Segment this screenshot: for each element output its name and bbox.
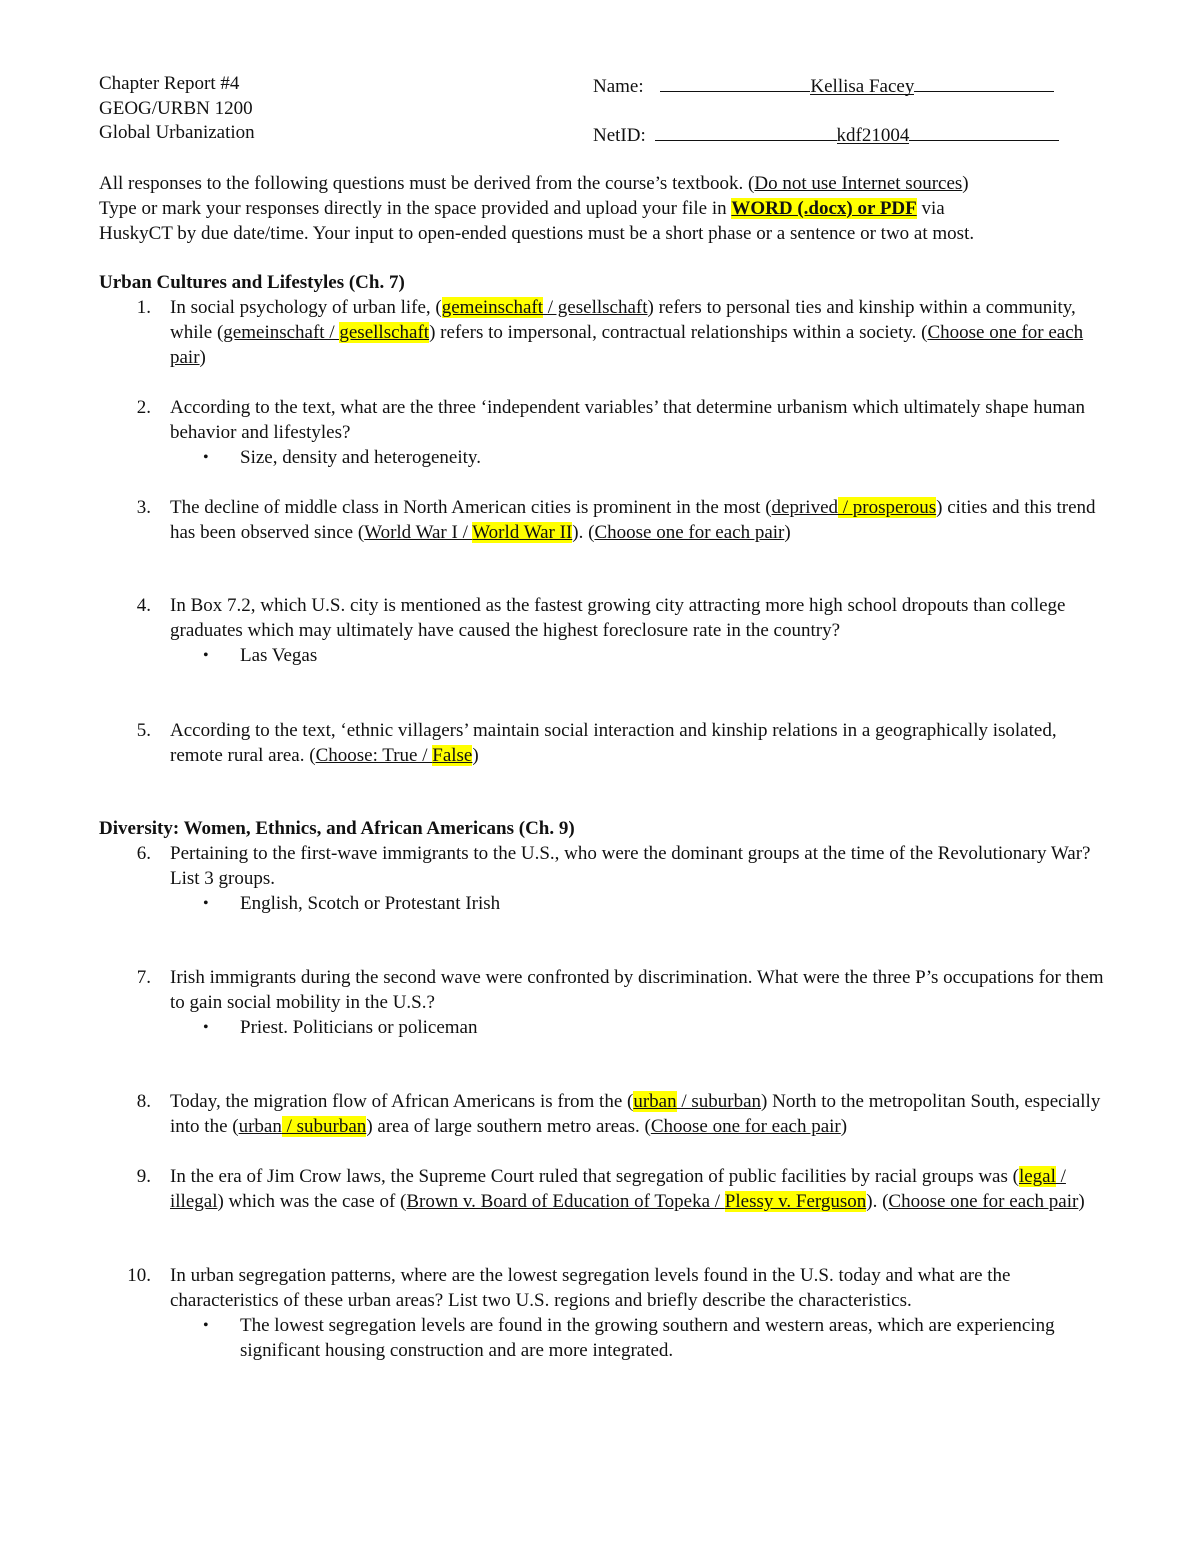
q5-text: ) xyxy=(472,745,479,766)
question-3 xyxy=(99,495,1109,545)
course-code: GEOG/URBN 1200 xyxy=(99,97,253,119)
q9-choice-selected: legal xyxy=(1018,1166,1056,1187)
no-internet-note: Do not use Internet sources xyxy=(754,173,963,194)
q9-text: ). ( xyxy=(866,1191,889,1212)
q3-text: ) xyxy=(784,522,791,543)
q1-choice-selected: gesellschaft xyxy=(339,322,430,343)
question-number: 9. xyxy=(136,1166,151,1187)
instructions-via: via xyxy=(916,198,945,219)
section-title: Urban Cultures and Lifestyles (Ch. 7) xyxy=(99,272,405,293)
q4-text: In Box 7.2, which U.S. city is mentioned as the fastest growing city attracting more high school dropouts than college graduates which may ultimately have caused the highest foreclosure rate in the country? xyxy=(170,595,1066,641)
spacer-row xyxy=(593,96,1083,121)
instructions-text-1: All responses to the following questions must be derived from the course’s textbook. ( xyxy=(99,173,755,194)
answer-text: Las Vegas xyxy=(240,645,318,666)
instructions-paren: ) xyxy=(962,173,969,194)
question-number: 10. xyxy=(127,1265,151,1286)
question-number: 5. xyxy=(136,720,151,741)
q1-text: In social psychology of urban life, ( xyxy=(170,297,442,318)
q8-instruction: Choose one for each pair xyxy=(650,1116,841,1137)
instructions-line-1 xyxy=(99,171,1109,196)
question-8 xyxy=(99,1089,1109,1139)
bullet-icon: • xyxy=(203,1019,209,1036)
q8-choice-selected: / suburban xyxy=(281,1116,367,1137)
q8-text: ) xyxy=(840,1116,848,1137)
answer-text: Size, density and heterogeneity. xyxy=(240,447,481,468)
student-info xyxy=(593,71,1083,145)
answer-6 xyxy=(99,891,1109,916)
bullet-icon: • xyxy=(203,1317,209,1334)
q9-text: ) xyxy=(1078,1191,1085,1212)
q7-text: Irish immigrants during the second wave were confronted by discrimination. What were the three P’s occupations for them to gain social mobility in the U.S.? xyxy=(170,967,1104,1013)
q3-text: The decline of middle class in North American cities is prominent in the most ( xyxy=(170,497,772,518)
question-number: 7. xyxy=(136,967,151,988)
netid-blank-right xyxy=(909,120,1059,141)
q5-choice-selected: False xyxy=(432,745,473,766)
q8-choice-selected: urban xyxy=(633,1091,677,1112)
name-value: Kellisa Facey xyxy=(810,76,915,97)
answer-7 xyxy=(99,1015,1109,1040)
answer-text: The lowest segregation levels are found in the growing southern and western areas, which are experiencing significant housing construction and are more integrated. xyxy=(240,1315,1055,1361)
question-1 xyxy=(99,295,1109,370)
netid-value: kdf21004 xyxy=(836,125,910,146)
q3-choice: deprived xyxy=(771,497,839,518)
q9-instruction: Choose one for each pair xyxy=(888,1191,1079,1212)
netid-blank-left xyxy=(655,120,837,141)
q8-choice: / suburban xyxy=(676,1091,762,1112)
question-number: 6. xyxy=(136,843,151,864)
name-label: Name: xyxy=(593,76,644,97)
q5-text: According to the text, ‘ethnic villagers’ maintain social interaction and kinship relations in a geographically isolated, remote rural area. ( xyxy=(170,720,1057,766)
q8-choice: urban xyxy=(238,1116,282,1137)
q8-text: ) North to the metropolitan South, especially into the ( xyxy=(170,1091,1101,1137)
bullet-icon: • xyxy=(203,647,209,664)
q1-text: ) refers to impersonal, contractual relationships within a society. ( xyxy=(429,322,928,343)
question-6 xyxy=(99,841,1109,891)
q3-choice: World War I / xyxy=(364,522,473,543)
netid-label: NetID: xyxy=(593,125,646,146)
course-name: Global Urbanization xyxy=(99,122,255,143)
answer-2 xyxy=(99,445,1109,470)
question-number: 2. xyxy=(136,397,151,418)
instructions-line-2 xyxy=(99,196,1109,221)
q2-text: According to the text, what are the three ‘independent variables’ that determine urbanism which ultimately shape human behavior and lifestyles? xyxy=(170,397,1086,443)
instructions-text-2: Type or mark your responses directly in the space provided and upload your file in xyxy=(99,198,732,219)
q1-choice-selected: gemeinschaft xyxy=(441,297,544,318)
q1-text: ) refers to personal ties and kinship within a community, while ( xyxy=(170,297,1076,343)
question-5 xyxy=(99,718,1109,768)
q10-text: In urban segregation patterns, where are the lowest segregation levels found in the U.S. today and what are the characteristics of these urban areas? List two U.S. regions and briefly describe the characteristics. xyxy=(170,1265,1011,1311)
q1-instruction: Choose one for each pair xyxy=(170,322,1084,368)
question-number: 8. xyxy=(136,1091,151,1112)
q8-text: Today, the migration flow of African Americans is from the ( xyxy=(170,1091,634,1112)
question-7 xyxy=(99,965,1109,1015)
bullet-icon: • xyxy=(203,449,209,466)
name-blank-left xyxy=(660,71,810,92)
netid-row xyxy=(593,120,1083,145)
question-9 xyxy=(99,1164,1109,1214)
question-number: 3. xyxy=(136,497,151,518)
course-info xyxy=(99,71,255,145)
q6-text: Pertaining to the first-wave immigrants to the U.S., who were the dominant groups at the time of the Revolutionary War? List 3 groups. xyxy=(170,843,1091,889)
q3-choice-selected: / prosperous xyxy=(838,497,937,518)
answer-10 xyxy=(99,1313,1109,1363)
q9-text: ) which was the case of ( xyxy=(217,1191,407,1212)
answer-text: English, Scotch or Protestant Irish xyxy=(240,893,501,914)
instructions-line-3: HuskyCT by due date/time. Your input to open-ended questions must be a short phase or a sentence or two at most. xyxy=(99,223,975,244)
q3-instruction: Choose one for each pair xyxy=(594,522,785,543)
q9-choice: / illegal xyxy=(170,1166,1066,1212)
instructions xyxy=(99,171,1109,246)
q9-choice-selected: Plessy v. Ferguson xyxy=(724,1191,867,1212)
q3-choice-selected: World War II xyxy=(472,522,573,543)
section-diversity xyxy=(99,816,1109,1363)
answer-4 xyxy=(99,643,1109,668)
question-list xyxy=(99,295,1109,768)
answer-text: Priest. Politicians or policeman xyxy=(240,1017,478,1038)
q3-text: ). ( xyxy=(572,522,595,543)
document-header xyxy=(99,71,1109,147)
q3-text: ) cities and this trend has been observed since ( xyxy=(170,497,1096,543)
q1-choice: gemeinschaft / xyxy=(223,322,340,343)
question-2 xyxy=(99,395,1109,445)
name-blank-right xyxy=(914,71,1054,92)
question-4 xyxy=(99,593,1109,643)
section-urban-cultures xyxy=(99,270,1109,768)
section-title: Diversity: Women, Ethnics, and African Americans (Ch. 9) xyxy=(99,818,575,839)
q5-choice: Choose: True / xyxy=(315,745,433,766)
q8-text: ) area of large southern metro areas. ( xyxy=(366,1116,651,1137)
question-list xyxy=(99,841,1109,1363)
q1-choice: / gesellschaft xyxy=(543,297,648,318)
name-row xyxy=(593,71,1083,96)
document-page xyxy=(99,71,1109,1363)
bullet-icon: • xyxy=(203,895,209,912)
question-number: 4. xyxy=(136,595,151,616)
file-format-note: WORD (.docx) or PDF xyxy=(731,198,917,219)
q1-text: ) xyxy=(199,347,206,368)
question-10 xyxy=(99,1263,1109,1313)
question-number: 1. xyxy=(136,297,151,318)
report-title: Chapter Report #4 xyxy=(99,73,240,94)
q9-text: In the era of Jim Crow laws, the Supreme Court ruled that segregation of public facilities by racial groups was ( xyxy=(170,1166,1019,1187)
q9-choice: Brown v. Board of Education of Topeka / xyxy=(406,1191,725,1212)
